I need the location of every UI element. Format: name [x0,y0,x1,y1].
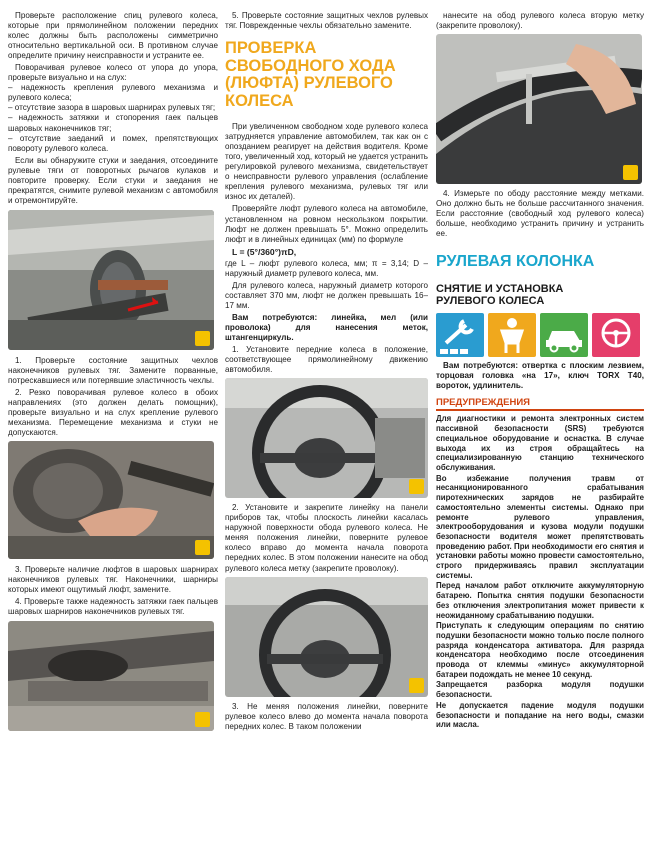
wrench-badge-icon [195,331,210,346]
difficulty-icons [436,313,644,357]
warning-heading: ПРЕДУПРЕЖДЕНИЯ [436,397,644,411]
caption: 2. Резко поворачивая рулевое колесо в обоих направлениях (это должен делать помощник), проверьте визуально и на слух крепление рулевого механизма. Перемещение механизма и стуки не допускаются. [8,388,218,438]
formula: L = (5°/360°)πD, [232,246,297,257]
paragraph: При увеличенном свободном ходе рулевого колеса затрудняется управление автомобилем, так как он с опозданием реагирует на действия водителя. Кроме того, увеличенный ход, который не удается устранить регулировкой рулевого механизма, свидетельствует о неисправности рулевого управления (ослабление крепления рулевого механизма, рулевых тяг или износ их деталей). [225,122,428,202]
photo-steering-wheel-left [225,577,428,697]
wrench-badge-icon [195,712,210,727]
warning-paragraph: Не допускается падение модуля подушки безопасности и попадание на него воды, смазки или масла. [436,700,644,730]
wrench-icon [436,313,484,357]
paragraph: Поворачивая рулевое колесо от упора до упора, проверьте визуально и на слух: – надежность крепления рулевого механизма и рулевого колеса; – отсутствие зазора в шаровых шарнирах рулевых тяг; – надежность затяжки и стопорения гаек пальцев шаровых наконечников тяг; – отсутствие заеданий и помех, препятствующих повороту рулевого колеса. [8,63,218,153]
photo-caliper-measure [436,34,642,184]
paragraph: Проверьте расположение спиц рулевого колеса, которые при прямолинейном положении передних колес должны быть расположены симметрично относительно вертикальной оси. В противном случае определите причину неисправности и устраните ее. [8,11,218,61]
photo-ball-joint-check [8,441,214,559]
warning-paragraph: Во избежание получения травм от несанкционированного срабатывания пиротехнических зарядов не разбирайте самостоятельно элементы системы. Однако при ремонте рулевого управления, электрооборудования и кузова модули подушки безопасности водителя может препятствовать проведению работ. При необходимости его снятия и установки работы можно провести самостоятельно, строго придерживаясь правил эксплуатации системы. [436,473,644,580]
caption: 3. Не меняя положения линейки, поверните рулевое колесо влево до момента начала поворота передних колес. В таком положении [225,701,428,731]
paragraph: Для рулевого колеса, наружный диаметр которого составляет 370 мм, люфт не должен превышать 16–17 мм. [225,280,428,310]
paragraph: нанесите на обод рулевого колеса вторую метку (закрепите проволоку). [436,11,644,31]
caption: 4. Измерьте по ободу расстояние между метками. Оно должно быть не больше рассчитанного значения. Если расстояние (свободный ход рулевого колеса) больше, необходимо устранить причину и устранить ее. [436,189,644,239]
tools-needed: Вам потребуются: отвертка с плоским лезвием, торцовая головка «на 17», ключ TORX T40, вороток, удлинитель. [436,361,644,391]
column-left [8,0,218,731]
warning-paragraph: Перед началом работ отключите аккумуляторную батарею. Попытка снятия подушки безопасности без отключения электропитания может привести к неожиданному срабатыванию подушки. [436,581,644,620]
wrench-badge-icon [409,479,424,494]
photo-tie-rod-boot [8,210,214,350]
caption: 1. Проверьте состояние защитных чехлов наконечников рулевых тяг. Замените порванные, потрескавшиеся или потерявшие эластичность чехлы. [8,355,218,385]
car-icon [540,313,588,357]
wrench-badge-icon [195,540,210,555]
warning-paragraph: Для диагностики и ремонта электронных систем пассивной безопасности (SRS) требуются специальное оборудование и оснастка. В случае выхода их из строя обращайтесь на специализированную станцию технического обслуживания. [436,414,644,472]
column-right [436,0,644,731]
paragraph: 5. Проверьте состояние защитных чехлов рулевых тяг. Поврежденные чехлы обязательно замените. [225,11,428,31]
caption: 4. Проверьте также надежность затяжки гаек пальцев шаровых шарниров наконечников рулевых тяг. [8,597,218,617]
subsection-heading: СНЯТИЕ И УСТАНОВКА РУЛЕВОГО КОЛЕСА [436,283,564,308]
warning-paragraph: Приступать к следующим операциям по снятию подушки безопасности можно только после полного разряда конденсатора активатора. Для разряда конденсатора необходимо после отсоединения провода от клеммы «минус» аккумуляторной батареи подождать не менее 10 секунд. [436,621,644,679]
column-middle [225,0,428,734]
section-heading: ПРОВЕРКА СВОБОДНОГО ХОДА (ЛЮФТА) РУЛЕВОГО КОЛЕСА [225,39,396,110]
photo-tie-rod-nut [8,621,214,731]
caption: 2. Установите и закрепите линейку на панели приборов так, чтобы плоскость линейки касалась наружной поверхности обода рулевого колеса. Не меняя положения линейки, поверните рулевое колесо вправо до момента начала поворота передних колес. В этом положении нанесите на обод рулевого колеса метку (закрепите проволоку). [225,503,428,573]
photo-steering-wheel-right [225,378,428,498]
tools-needed: Вам потребуются: линейка, мел (или проволока) для нанесения меток, штангенциркуль. [225,312,428,343]
paragraph: Если вы обнаружите стуки и заедания, отсоедините рулевые тяги от поворотных рычагов кулаков и повторите проверку. Если стуки и заедания не прекратятся, снимите рулевой механизм с автомобиля и отремонтируйте. [8,155,218,205]
warning-paragraph: Запрещается разборка модуля подушки безопасности. [436,680,644,700]
caption: 1. Установите передние колеса в положение, соответствующее прямолинейному движению автомобиля. [225,345,428,375]
paragraph: Проверяйте люфт рулевого колеса на автомобиле, установленном на ровном нескользком покрытии. Люфт не должен превышать 5°. Можно определить люфт и в линейных единицах (мм) по формуле [225,204,428,244]
wrench-badge-icon [623,165,638,180]
paragraph: где L – люфт рулевого колеса, мм; π = 3,14; D – наружный диаметр рулевого колеса, мм. [225,258,428,278]
section-heading: РУЛЕВАЯ КОЛОНКА [436,253,595,271]
steering-wheel-icon [592,313,640,357]
caption: 3. Проверьте наличие люфтов в шаровых шарнирах наконечников рулевых тяг. Наконечники, шарниры которых имеют ощутимый люфт, замените. [8,565,218,595]
person-icon [488,313,536,357]
wrench-badge-icon [409,678,424,693]
